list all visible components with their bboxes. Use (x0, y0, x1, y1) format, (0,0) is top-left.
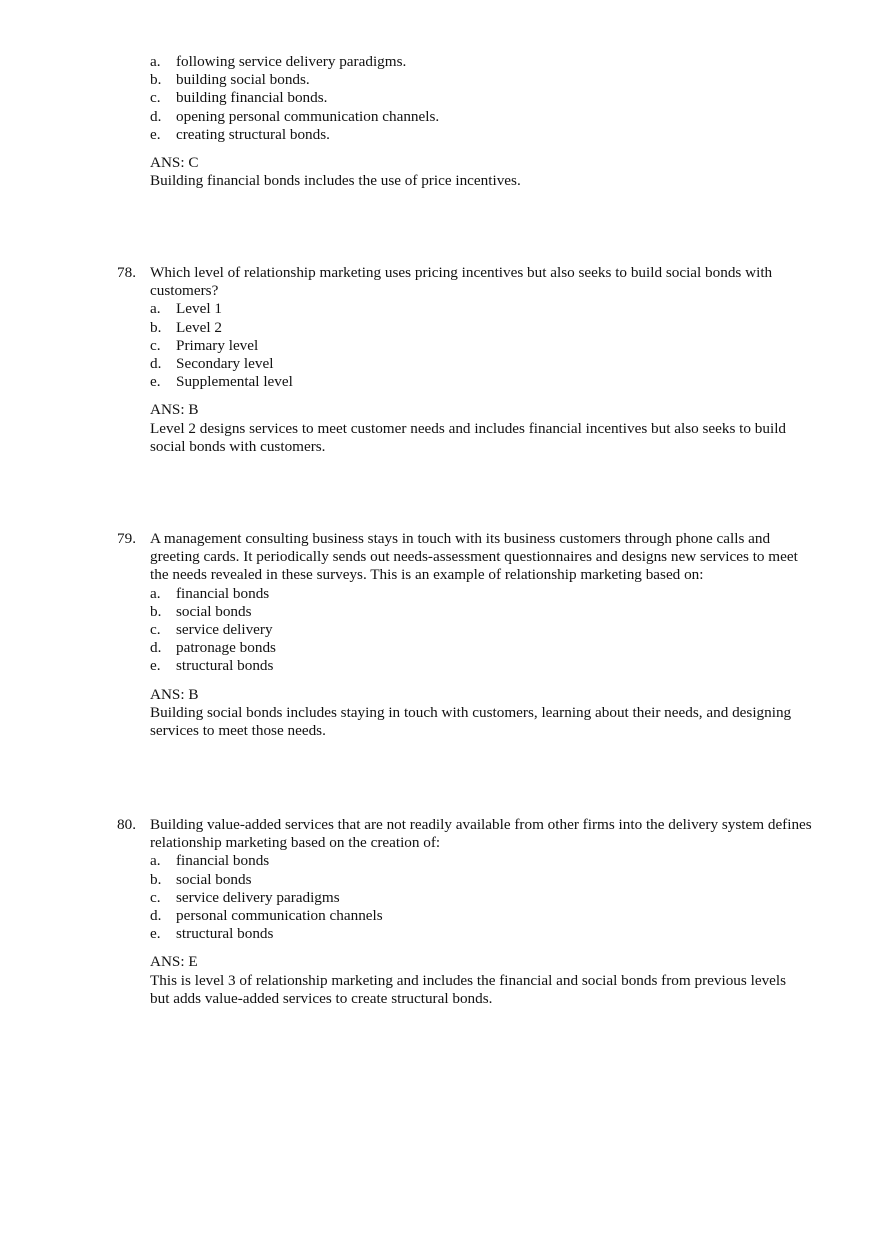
option-text: patronage bonds (176, 639, 276, 657)
option-letter: a. (150, 584, 161, 602)
option-b (117, 871, 817, 889)
question-number: 79. (117, 530, 136, 547)
option-letter: e. (150, 925, 161, 943)
answer-explanation: This is level 3 of relationship marketing and includes the financial and social bonds from previous levels but adds value-added services to create structural bonds. (150, 971, 787, 1007)
answer-key: ANS: B (150, 685, 199, 703)
option-letter: b. (150, 602, 162, 620)
question-text: A management consulting business stays in touch with its business customers through phone calls and greeting cards. It periodically sends out needs-assessment questionnaires and designs new services to meet the needs revealed in these surveys. This is an example of relationship marketing based on: (150, 530, 798, 584)
question-stem (117, 264, 817, 300)
option-text: financial bonds (176, 852, 270, 870)
option-c (117, 621, 817, 639)
option-letter: a. (150, 53, 161, 70)
answer-key: ANS: C (150, 154, 199, 172)
option-letter: b. (150, 318, 162, 336)
question-80 (117, 816, 817, 1008)
option-text: Secondary level (176, 355, 274, 373)
option-text: structural bonds (176, 657, 274, 675)
option-c (117, 337, 817, 355)
option-letter: e. (150, 125, 161, 143)
option-letter: e. (150, 373, 161, 391)
option-a (117, 852, 817, 870)
option-text: building social bonds. (176, 71, 310, 89)
option-text: following service delivery paradigms. (176, 53, 407, 70)
option-e (117, 373, 817, 391)
question-78 (117, 264, 817, 456)
option-letter: d. (150, 107, 162, 125)
question-number: 78. (117, 264, 136, 281)
option-text: service delivery (176, 621, 273, 639)
option-text: building financial bonds. (176, 89, 328, 107)
question-number: 80. (117, 816, 136, 833)
option-letter: e. (150, 657, 161, 675)
question-77-continued (117, 53, 817, 190)
option-b (117, 71, 817, 89)
option-letter: b. (150, 870, 162, 888)
option-letter: d. (150, 907, 162, 925)
option-letter: a. (150, 300, 161, 318)
option-e (117, 925, 817, 943)
answer-key: ANS: E (150, 953, 198, 971)
option-text: social bonds (176, 870, 252, 888)
answer-explanation: Building social bonds includes staying in touch with customers, learning about their needs, and designing services to meet those needs. (150, 703, 792, 740)
option-text: structural bonds (176, 925, 274, 943)
option-b (117, 603, 817, 621)
question-text: Which level of relationship marketing uses pricing incentives but also seeks to build social bonds with customers? (150, 264, 773, 300)
option-letter: b. (150, 71, 162, 89)
option-letter: d. (150, 355, 162, 373)
option-d (117, 639, 817, 657)
option-d (117, 355, 817, 373)
option-e (117, 126, 817, 144)
option-text: personal communication channels (176, 907, 383, 925)
option-a (117, 585, 817, 603)
option-letter: d. (150, 639, 162, 657)
option-letter: a. (150, 852, 161, 870)
option-letter: c. (150, 621, 161, 639)
option-c (117, 889, 817, 907)
option-letter: c. (150, 888, 161, 906)
option-letter: c. (150, 89, 161, 107)
option-b (117, 319, 817, 337)
answer-key: ANS: B (150, 401, 199, 419)
option-a (117, 300, 817, 318)
option-text: Level 1 (176, 300, 222, 318)
option-letter: c. (150, 336, 161, 354)
answer-explanation: Building financial bonds includes the use of price incentives. (150, 172, 521, 190)
option-text: creating structural bonds. (176, 125, 330, 143)
option-text: financial bonds (176, 584, 270, 602)
answer-explanation: Level 2 designs services to meet customer needs and includes financial incentives but also seeks to build social bonds with customers. (150, 419, 787, 455)
option-e (117, 657, 817, 675)
option-text: opening personal communication channels. (176, 107, 440, 125)
option-d (117, 907, 817, 925)
option-text: Primary level (176, 336, 259, 354)
option-text: social bonds (176, 602, 252, 620)
option-text: service delivery paradigms (176, 888, 340, 906)
question-stem (117, 530, 817, 585)
option-d (117, 108, 817, 126)
option-text: Level 2 (176, 318, 222, 336)
question-text: Building value-added services that are not readily available from other firms into the delivery system defines relationship marketing based on the creation of: (150, 816, 812, 852)
question-stem (117, 816, 817, 852)
option-a (117, 53, 817, 71)
option-c (117, 89, 817, 107)
option-text: Supplemental level (176, 373, 293, 391)
question-79 (117, 530, 817, 740)
